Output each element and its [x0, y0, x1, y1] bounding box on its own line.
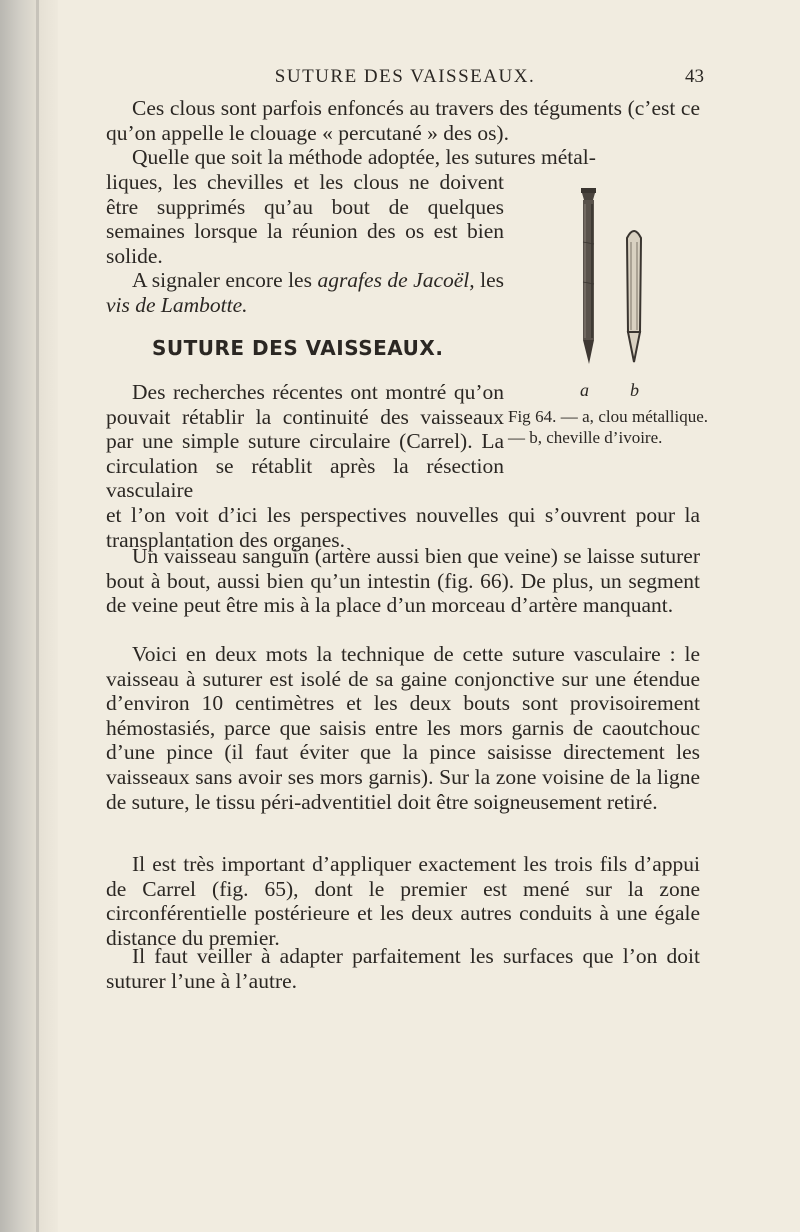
metal-nail-icon: [581, 188, 596, 364]
page-number: 43: [685, 66, 704, 87]
paragraph-vaisseau-sanguin: Un vaisseau sanguin (artère aussi bien que veine) se laisse suturer bout à bout, aussi bien qu’un intestin (fig. 66). De plus, un segment de veine peut être mis à la place d’un morceau d’artère manquant.: [106, 544, 700, 618]
page-header: [106, 66, 704, 88]
agrafes-jacoel-term: agrafes de Jacoël,: [317, 268, 475, 292]
figure-label-b: b: [630, 380, 639, 400]
paragraph-surfaces: Il faut veiller à adapter parfaitement les surfaces que l’on doit suturer l’une à l’autre.: [106, 944, 700, 993]
agrafes-text-mid: les: [474, 268, 504, 292]
vis-lambotte-term: vis de Lambotte.: [106, 292, 248, 317]
section-heading: SUTURE DES VAISSEAUX.: [152, 336, 444, 360]
page-edge: [36, 0, 39, 1232]
paragraph-clouage: Ces clous sont parfois enfoncés au travers des téguments (c’est ce qu’on appelle le clouage « percutané » des os).: [106, 96, 700, 145]
paragraph-recherches-wrap: Des recherches récentes ont montré qu’on pouvait rétablir la continuité des vaisseaux par une simple suture circulaire (Carrel). La circulation se rétablit après la résection vasculaire: [106, 380, 504, 503]
paragraph-methode-wrap: liques, les chevilles et les clous ne doivent être supprimés qu’au bout de quelques semaines lorsque la réunion des os est bien solide.: [106, 170, 504, 268]
paragraph-agrafes: [106, 268, 504, 317]
paragraph-fils-appui: Il est très important d’appliquer exactement les trois fils d’appui de Carrel (fig. 65), dont le premier est mené sur la zone circonférentielle postérieure et les deux autres conduits à une égale distance du premier.: [106, 852, 700, 950]
paragraph-recherches-full: et l’on voit d’ici les perspectives nouvelles qui s’ouvrent pour la transplantation des organes.: [106, 503, 700, 552]
running-title: SUTURE DES VAISSEAUX.: [274, 66, 536, 87]
figure-64: [508, 182, 708, 472]
figure-caption: Fig 64. — a, clou métallique. — b, cheville d’ivoire.: [508, 407, 708, 447]
book-gutter: [0, 0, 58, 1232]
paragraph-technique: Voici en deux mots la technique de cette suture vasculaire : le vaisseau à suturer est isolé de sa gaine conjonctive sur une étendue d’environ 10 centimètres et les deux bouts sont provisoirement hémostasiés, parce que saisis entre les mors garnis de caoutchouc d’une pince (il faut éviter que la pince saisisse directement les vaisseaux sans avoir ses mors garnis). Sur la zone voisine de la ligne de suture, le tissu péri-adventitiel doit être soigneusement retiré.: [106, 642, 700, 814]
paragraph-methode-line: Quelle que soit la méthode adoptée, les sutures métal-: [132, 145, 596, 169]
agrafes-text-start: A signaler encore les: [132, 268, 318, 292]
figure-label-a: a: [580, 380, 589, 400]
figure-64-illustration: [508, 182, 708, 372]
ivory-peg-icon: [627, 231, 641, 362]
